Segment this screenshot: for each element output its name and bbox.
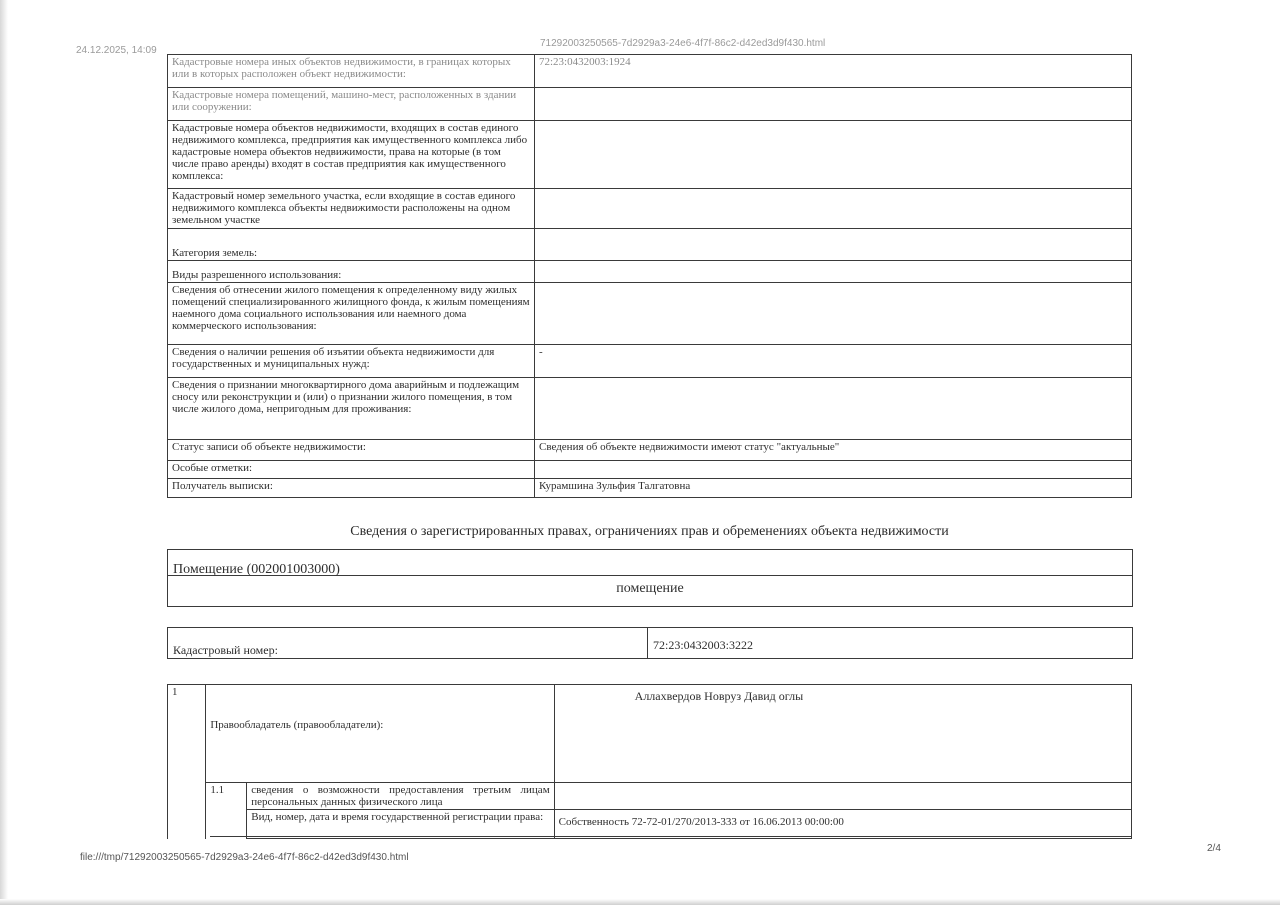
property-label: Кадастровые номера помещений, машино-мест, расположенных в здании или сооружении:	[168, 88, 535, 121]
property-label: Кадастровые номера иных объектов недвижимости, в границах которых или в которых расположен объект недвижимости:	[168, 55, 535, 88]
holder-value: Аллахвердов Новруз Давид оглы	[554, 685, 1131, 783]
property-value	[535, 189, 1132, 229]
property-row	[168, 55, 1132, 88]
property-row	[168, 378, 1132, 440]
property-row	[168, 461, 1132, 479]
property-label: Получатель выписки:	[168, 479, 535, 498]
rights-section-title: Сведения о зарегистрированных правах, ограничениях прав и обременениях объекта недвижимости	[350, 524, 949, 539]
property-value	[535, 229, 1132, 261]
registration-value: Собственность 72-72-01/270/2013-333 от 16.06.2013 00:00:00	[554, 810, 1131, 839]
property-row	[168, 229, 1132, 261]
property-row	[168, 121, 1132, 189]
property-value	[535, 88, 1132, 121]
object-name: Помещение (002001003000)	[173, 562, 340, 577]
scan-bottom-shadow	[0, 899, 1280, 905]
cadastral-number-box	[167, 627, 1133, 659]
print-datetime: 24.12.2025, 14:09	[76, 45, 157, 56]
property-value	[535, 461, 1132, 479]
property-value: Курамшина Зульфия Талгатовна	[535, 479, 1132, 498]
property-row	[168, 88, 1132, 121]
object-properties-table	[167, 54, 1132, 498]
property-value: -	[535, 345, 1132, 378]
third-party-value	[554, 783, 1131, 810]
page-number: 2/4	[1207, 843, 1221, 854]
property-row	[168, 440, 1132, 461]
scan-edge-shadow	[0, 0, 8, 905]
property-label: Кадастровый номер земельного участка, если входящие в состав единого недвижимого комплекса объекты недвижимости расположены на одном земельном участке	[168, 189, 535, 229]
table-cut-line	[210, 836, 1132, 837]
property-label: Статус записи об объекте недвижимости:	[168, 440, 535, 461]
holder-label: Правообладатель (правообладатели):	[206, 685, 554, 783]
object-name-box	[167, 549, 1133, 607]
object-type: помещение	[616, 581, 684, 596]
cadastral-number-value: 72:23:0432003:3222	[653, 638, 754, 652]
footer-file-path: file:///tmp/71292003250565-7d2929a3-24e6-4f7f-86c2-d42ed3d9f430.html	[80, 852, 409, 863]
property-value	[535, 121, 1132, 189]
rights-sub-number: 1.1	[206, 783, 247, 839]
registration-label: Вид, номер, дата и время государственной регистрации права:	[247, 810, 554, 839]
rights-table	[167, 684, 1132, 839]
property-value: 72:23:0432003:1924	[535, 55, 1132, 88]
third-party-label: сведения о возможности предоставления третьим лицам персональных данных физического лица	[247, 783, 554, 810]
property-label: Сведения о наличии решения об изъятии объекта недвижимости для государственных и муниципальных нужд:	[168, 345, 535, 378]
property-row	[168, 261, 1132, 283]
property-value	[535, 283, 1132, 345]
property-row	[168, 345, 1132, 378]
property-label: Категория земель:	[168, 229, 535, 261]
property-row	[168, 283, 1132, 345]
property-label: Особые отметки:	[168, 461, 535, 479]
rights-row-number: 1	[168, 685, 206, 839]
property-value	[535, 378, 1132, 440]
property-label: Сведения об отнесении жилого помещения к определенному виду жилых помещений специализированного жилищного фонда, к жилым помещениям наемного дома социального использования или наемного дома коммерческого использования:	[168, 283, 535, 345]
property-value	[535, 261, 1132, 283]
cadastral-number-label: Кадастровый номер:	[173, 643, 278, 657]
print-filename: 71292003250565-7d2929a3-24e6-4f7f-86c2-d42ed3d9f430.html	[540, 38, 826, 49]
property-value: Сведения об объекте недвижимости имеют статус "актуальные"	[535, 440, 1132, 461]
property-row	[168, 479, 1132, 498]
cadastral-divider	[647, 628, 648, 658]
property-label: Сведения о признании многоквартирного дома аварийным и подлежащим сносу или реконструкции и (или) о признании жилого помещения, в том числе жилого дома, непригодным для проживания:	[168, 378, 535, 440]
property-row	[168, 189, 1132, 229]
property-label: Кадастровые номера объектов недвижимости, входящих в состав единого недвижимого комплекса, предприятия как имущественного комплекса либо кадастровые номера объектов недвижимости, права на которые (в том числе право аренды) входят в состав предприятия как имущественного комплекса:	[168, 121, 535, 189]
property-label: Виды разрешенного использования:	[168, 261, 535, 283]
object-name-row	[168, 550, 1132, 576]
